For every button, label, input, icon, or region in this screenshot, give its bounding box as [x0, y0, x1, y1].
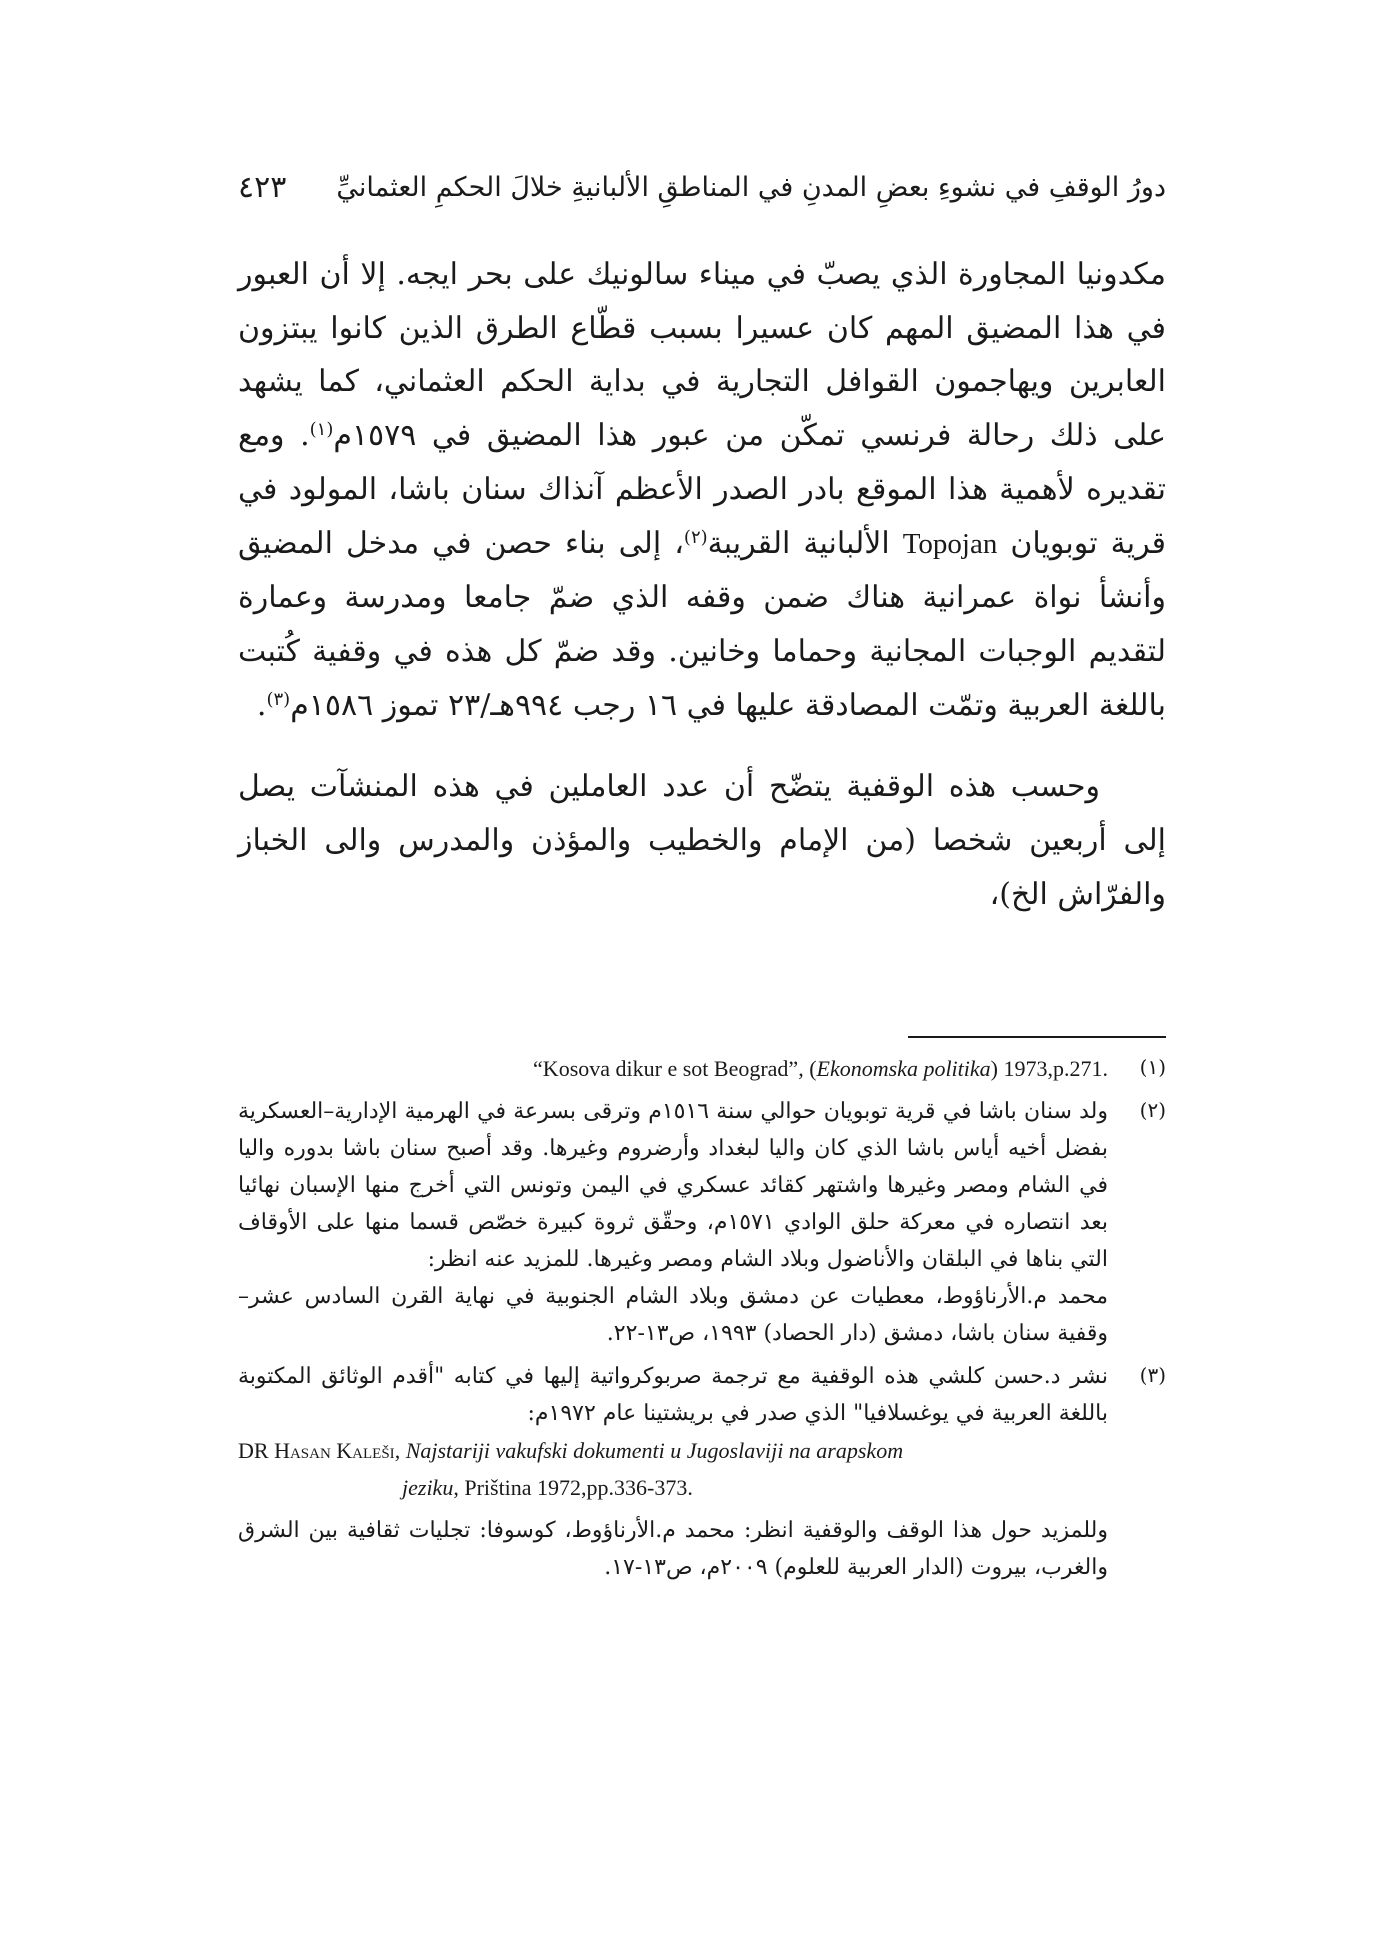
footnote-reference: محمد م.الأرناؤوط، معطيات عن دمشق وبلاد الشام الجنوبية في نهاية القرن السادس عشر–وقفية سنان باشا، دمشق (دار الحصاد) ١٩٩٣، ص١٣-٢٢. [238, 1284, 1108, 1346]
footnote-text [238, 1050, 1108, 1087]
citation-title: jeziku [402, 1475, 454, 1500]
running-title: دورُ الوقفِ في نشوءِ بعضِ المدنِ في المناطقِ الألبانيةِ خلالَ الحكمِ العثمانيِّ [336, 172, 1166, 203]
main-text [238, 248, 1166, 921]
running-header [238, 168, 1166, 218]
latin-citation [238, 1432, 1108, 1506]
citation-author: Hasan Kaleši [274, 1438, 395, 1463]
paragraph [238, 248, 1166, 732]
text-segment: ، إلى بناء حصن في مدخل المضيق وأنشأ نواة عمرانية هناك ضمن وقفه الذي ضمّ جامعا ومدرسة وعمارة لتقديم الوجبات المجانية وحماما وخانين. وقد ضمّ كل هذه في وقفية كُتبت باللغة العربية وتمّت المصادقة عليها في ١٦ رجب ٩٩٤هـ/٢٣ تموز ١٥٨٦م [238, 525, 1166, 723]
citation-line [238, 1469, 1108, 1506]
citation-journal: Ekonomska politika [816, 1056, 991, 1081]
citation-publisher: , Priština 1972,pp.336-373. [453, 1475, 693, 1500]
footnote-extra: وللمزيد حول هذا الوقف والوقفية انظر: محمد م.الأرناؤوط، كوسوفا: تجليات ثقافية بين الشرق والغرب، بيروت (الدار العربية للعلوم) ٢٠٠٩م، ص١٣-١٧. [238, 1518, 1108, 1580]
text-segment: الألبانية القريبة [707, 525, 903, 561]
footnote-divider [908, 1036, 1166, 1038]
footnote-3 [238, 1358, 1166, 1586]
citation-title: Najstariji vakufski dokumenti u Jugoslaviji na arapskom [405, 1438, 904, 1463]
text-segment: . ومع تقديره لأهمية هذا الموقع بادر الصدر الأعظم آنذاك سنان باشا، المولود في قرية توبويان [238, 418, 1167, 561]
latin-place-name: Topojan [902, 527, 998, 560]
footnote-text: ولد سنان باشا في قرية توبويان حوالي سنة ١٥١٦م وترقى بسرعة في الهرمية الإدارية–العسكرية بفضل أخيه أياس باشا الذي كان واليا لبغداد وأرضروم وغيرها. وقد أصبح سنان باشا بدوره واليا في الشام ومصر وغيرها واشتهر كقائد عسكري في اليمن وتونس التي أخرج منها الإسبان نهائيا بعد انتصاره في معركة حلق الوادي ١٥٧١م، وحقّق ثروة كبيرة خصّص قسما منها على الأوقاف التي بناها في البلقان والأناضول وبلاد الشام ومصر وغيرها. للمزيد عنه انظر: [238, 1099, 1108, 1272]
citation-text: ) 1973,p.271. [990, 1056, 1108, 1081]
page-number: ٤٢٣ [238, 170, 287, 205]
footnote-ref-2: (٢) [683, 526, 708, 548]
citation-text: “Kosova dikur e sot Beograd”, ( [533, 1056, 817, 1081]
citation-separator: , [394, 1438, 406, 1463]
footnote-2 [238, 1093, 1166, 1352]
footnote-ref-3: (٣) [266, 688, 291, 710]
footnote-text: نشر د.حسن كلشي هذه الوقفية مع ترجمة صربوكرواتية إليها في كتابه "أقدم الوثائق المكتوبة باللغة العربية في يوغسلافيا" الذي صدر في بريشتينا عام ١٩٧٢م: [238, 1364, 1108, 1426]
citation-line [238, 1432, 1108, 1469]
footnote-1 [238, 1050, 1166, 1087]
footnote-number: (١) [1139, 1055, 1166, 1079]
text-segment: مكدونيا المجاورة الذي يصبّ في ميناء سالونيك على بحر ايجه. إلا أن العبور في هذا المضيق المهم كان عسيرا بسبب قطّاع الطرق الذين كانوا يبتزون العابرين ويهاجمون القوافل التجارية في بداية الحكم العثماني، كما يشهد على ذلك رحالة فرنسي تمكّن من عبور هذا المضيق في ١٥٧٩م [238, 257, 1166, 454]
footnote-ref-1: (١) [309, 419, 334, 441]
footnote-number: (٢) [1139, 1098, 1166, 1122]
footnotes [238, 1050, 1166, 1592]
text-segment: . [256, 687, 267, 723]
citation-author-title: DR [238, 1438, 275, 1463]
paragraph: وحسب هذه الوقفية يتضّح أن عدد العاملين في هذه المنشآت يصل إلى أربعين شخصا (من الإمام والخطيب والمؤذن والمدرس والى الخباز والفرّاش الخ)، [238, 769, 1166, 912]
footnote-number: (٣) [1139, 1363, 1166, 1387]
